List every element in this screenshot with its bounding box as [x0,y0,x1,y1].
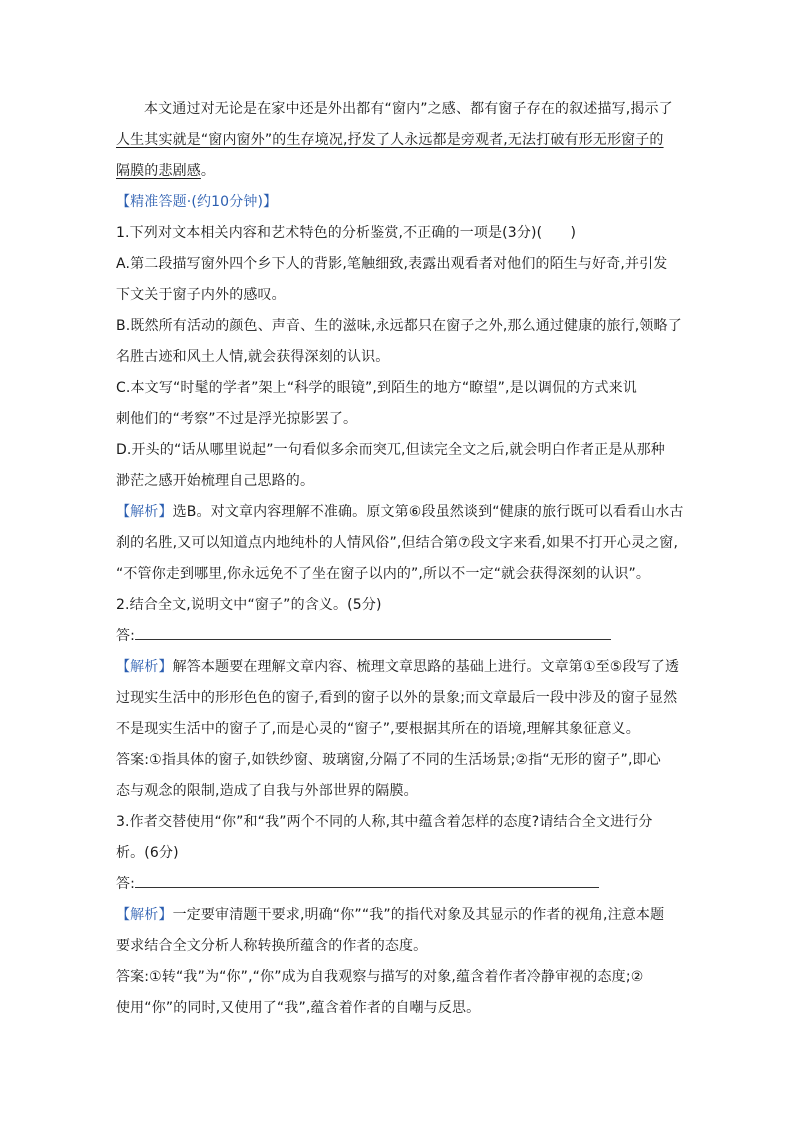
q1-option-a-line-2: 下文关于窗子内外的感叹。 [116,287,286,303]
intro-line-1: 本文通过对无论是在家中还是外出都有“窗内”之感、都有窗子存在的叙述描写,揭示了 [144,101,673,117]
q3-analysis-line-1 [116,904,682,935]
q1-analysis-text-1: 选B。对文章内容理解不准确。原文第⑥段虽然谈到“健康的旅行既可以看看山水古 [172,504,684,520]
q2-analysis-line-3: 不是现实生活中的窗子了,而是心灵的“窗子”,要根据其所在的语境,理解其象征意义。 [116,721,640,737]
intro-underlined-text: 隔膜的悲剧感 [116,163,201,179]
q1-option-b-line-1: B.既然所有活动的颜色、声音、生的滋味,永远都只在窗子之外,那么通过健康的旅行,领略了 [116,318,682,334]
q3-answer-text-2: 使用“你”的同时,又使用了“我”,蕴含着作者的自嘲与反思。 [116,1000,481,1016]
q1-option-d-line-2: 渺茫之感开始梳理自己思路的。 [116,473,315,489]
q2-analysis-line-1 [116,656,682,687]
q1-option-a-line-1: A.第二段描写窗外四个乡下人的背影,笔触细致,表露出观看者对他们的陌生与好奇,并引发 [116,256,668,272]
q1-option-b-line-2: 名胜古迹和风土人情,就会获得深刻的认识。 [116,349,390,365]
q2-stem: 2.结合全文,说明文中“窗子”的含义。(5分) [116,597,382,613]
q3-answer-text-1: 答案:①转“我”为“你”,“你”成为自我观察与描写的对象,蕴含着作者冷静审视的态度;② [116,969,644,985]
q2-answer-line [116,625,682,656]
q3-analysis-tag: 【解析】 [116,907,173,923]
q1-option-d-line-1: D.开头的“话从哪里说起”一句看似多余而突兀,但读完全文之后,就会明白作者正是从那种 [116,442,665,458]
q1-analysis-line-1 [116,501,682,532]
intro-line-3-end: 。 [200,163,216,179]
q2-answer-text-1: 答案:①指具体的窗子,如铁纱窗、玻璃窗,分隔了不同的生活场景;②指“无形的窗子”,即心 [116,752,661,768]
q1-stem: 1.下列对文本相关内容和艺术特色的分析鉴赏,不正确的一项是(3分)( ) [116,225,577,241]
q3-stem-line-2: 析。(6分) [116,845,179,861]
q1-option-c-line-1: C.本文写“时髦的学者”架上“科学的眼镜”,到陌生的地方“瞭望”,是以调侃的方式来讥 [116,380,637,396]
intro-line-2: 人生其实就是“窗内窗外”的生存境况,抒发了人永远都是旁观者,无法打破有形无形窗子的 [116,132,664,148]
q1-option-c-line-2: 刺他们的“考察”不过是浮光掠影罢了。 [116,411,358,427]
q1-analysis-tag: 【解析】 [116,504,173,520]
q3-analysis-text-1: 一定要审清题干要求,明确“你”“我”的指代对象及其显示的作者的视角,注意本题 [172,907,665,923]
intro-line-3 [116,160,682,191]
q3-stem-line-1: 3.作者交替使用“你”和“我”两个不同的人称,其中蕴含着怎样的态度?请结合全文进行分 [116,814,653,830]
q3-answer-blank[interactable] [135,873,599,888]
q2-answer-label: 答: [116,628,136,644]
q2-analysis-line-2: 过现实生活中的形形色色的窗子,看到的窗子以外的景象;而文章最后一段中涉及的窗子显然 [116,690,678,706]
q3-answer-line [116,873,682,904]
section-heading: 【精准答题·(约10分钟)】 [116,194,278,210]
q3-analysis-line-2: 要求结合全文分析人称转换所蕴含的作者的态度。 [116,938,428,954]
q1-analysis-line-3: “不管你走到哪里,你永远免不了坐在窗子以内的”,所以不一定“就会获得深刻的认识”。 [116,566,651,582]
q2-answer-text-2: 态与观念的限制,造成了自我与外部世界的隔膜。 [116,783,418,799]
q1-analysis-line-2: 刹的名胜,又可以知道点内地纯朴的人情风俗”,但结合第⑦段文字来看,如果不打开心灵之窗, [116,535,679,551]
q3-answer-label: 答: [116,876,136,892]
q2-answer-blank[interactable] [135,625,611,640]
q2-analysis-text-1: 解答本题要在理解文章内容、梳理文章思路的基础上进行。文章第①至⑤段写了透 [172,659,680,675]
q2-analysis-tag: 【解析】 [116,659,173,675]
document-page [116,98,682,1028]
